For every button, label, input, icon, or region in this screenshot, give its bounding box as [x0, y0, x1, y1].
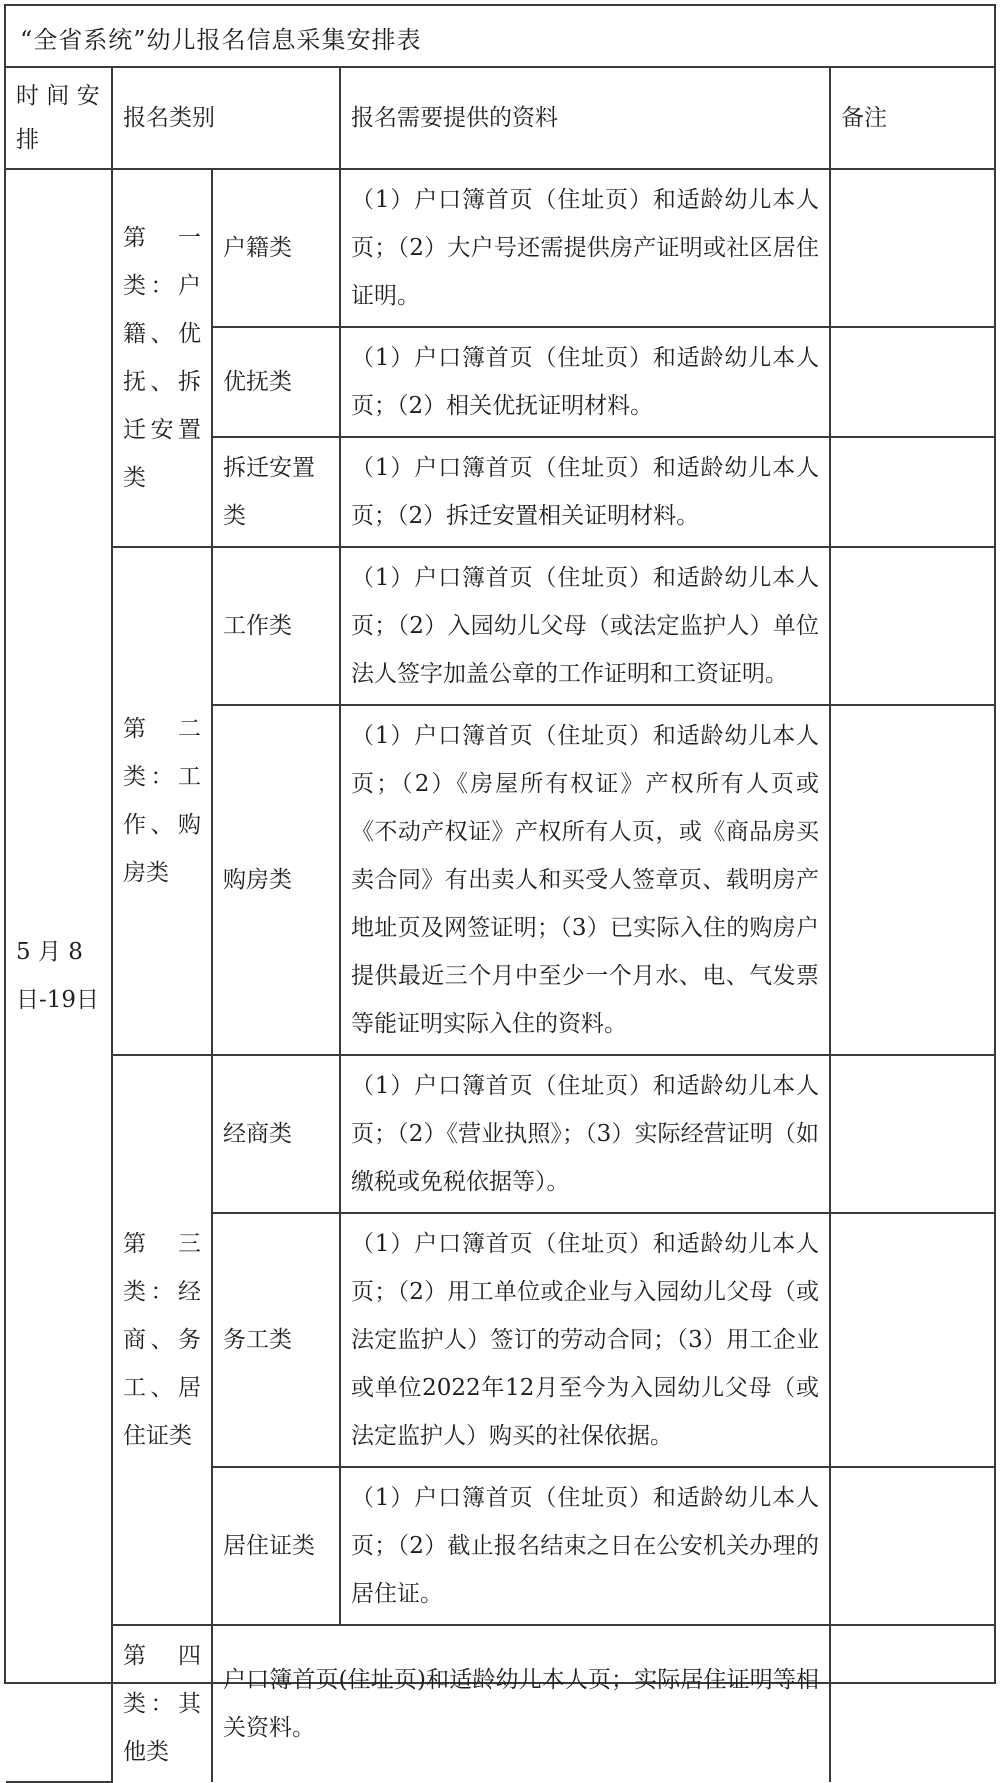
sub-category: 工作类 — [212, 547, 340, 705]
table-row — [6, 547, 994, 705]
remark-cell — [830, 437, 994, 547]
materials-cell: （1）户口簿首页（住址页）和适龄幼儿本人页；（2）大户号还需提供房产证明或社区居住证明。 — [340, 169, 830, 327]
remark-cell — [830, 327, 994, 437]
group-label-1: 第 一 类：户 籍、优 抚、拆 迁安置 类 — [112, 169, 212, 547]
time-cell: 5 月 8 日-19日 — [6, 169, 112, 1782]
sub-category: 务工类 — [212, 1213, 340, 1467]
remark-cell — [830, 547, 994, 705]
header-category: 报名类别 — [112, 68, 340, 169]
materials-cell: 户口簿首页(住址页)和适龄幼儿本人页；实际居住证明等相关资料。 — [212, 1625, 830, 1782]
materials-cell: （1）户口簿首页（住址页）和适龄幼儿本人页；（2）相关优抚证明材料。 — [340, 327, 830, 437]
schedule-table — [6, 68, 994, 1783]
table-row — [6, 169, 994, 327]
materials-cell: （1）户口簿首页（住址页）和适龄幼儿本人页；（2）用工单位或企业与入园幼儿父母（或法定监护人）签订的劳动合同；（3）用工企业或单位2022年12月至今为入园幼儿父母（或法定监护人）购买的社保依据。 — [340, 1213, 830, 1467]
group-label-3: 第 三 类：经 商、务 工、居 住证类 — [112, 1055, 212, 1625]
sub-category: 拆迁安置类 — [212, 437, 340, 547]
sub-category: 户籍类 — [212, 169, 340, 327]
header-row — [6, 68, 994, 169]
materials-cell: （1）户口簿首页（住址页）和适龄幼儿本人页；（2）《营业执照》；（3）实际经营证明（如缴税或免税依据等）。 — [340, 1055, 830, 1213]
table-row — [6, 1625, 994, 1782]
materials-cell: （1）户口簿首页（住址页）和适龄幼儿本人页；（2）拆迁安置相关证明材料。 — [340, 437, 830, 547]
remark-cell — [830, 1625, 994, 1782]
table-title: “全省系统”幼儿报名信息采集安排表 — [20, 26, 422, 54]
sub-category: 优抚类 — [212, 327, 340, 437]
materials-cell: （1）户口簿首页（住址页）和适龄幼儿本人页；（2）入园幼儿父母（或法定监护人）单位法人签字加盖公章的工作证明和工资证明。 — [340, 547, 830, 705]
schedule-table-frame — [4, 4, 996, 1765]
header-materials: 报名需要提供的资料 — [340, 68, 830, 169]
materials-cell: （1）户口簿首页（住址页）和适龄幼儿本人页；（2）截止报名结束之日在公安机关办理的居住证。 — [340, 1467, 830, 1625]
remark-cell — [830, 1467, 994, 1625]
table-title-row — [6, 6, 994, 68]
sub-category: 居住证类 — [212, 1467, 340, 1625]
remark-cell — [830, 705, 994, 1055]
remark-cell — [830, 1055, 994, 1213]
remark-cell — [830, 169, 994, 327]
materials-cell: （1）户口簿首页（住址页）和适龄幼儿本人页；（2）《房屋所有权证》产权所有人页或《不动产权证》产权所有人页，或《商品房买卖合同》有出卖人和买受人签章页、载明房产地址页及网签证明；（3）已实际入住的购房户提供最近三个月中至少一个月水、电、气发票等能证明实际入住的资料。 — [340, 705, 830, 1055]
sub-category: 经商类 — [212, 1055, 340, 1213]
group-label-2: 第 二 类：工 作、购 房类 — [112, 547, 212, 1055]
group-label-4: 第 四 类：其 他类 — [112, 1625, 212, 1782]
remark-cell — [830, 1213, 994, 1467]
sub-category: 购房类 — [212, 705, 340, 1055]
header-remarks: 备注 — [830, 68, 994, 169]
table-row — [6, 1055, 994, 1213]
header-time: 时 间 安 排 — [6, 68, 112, 169]
